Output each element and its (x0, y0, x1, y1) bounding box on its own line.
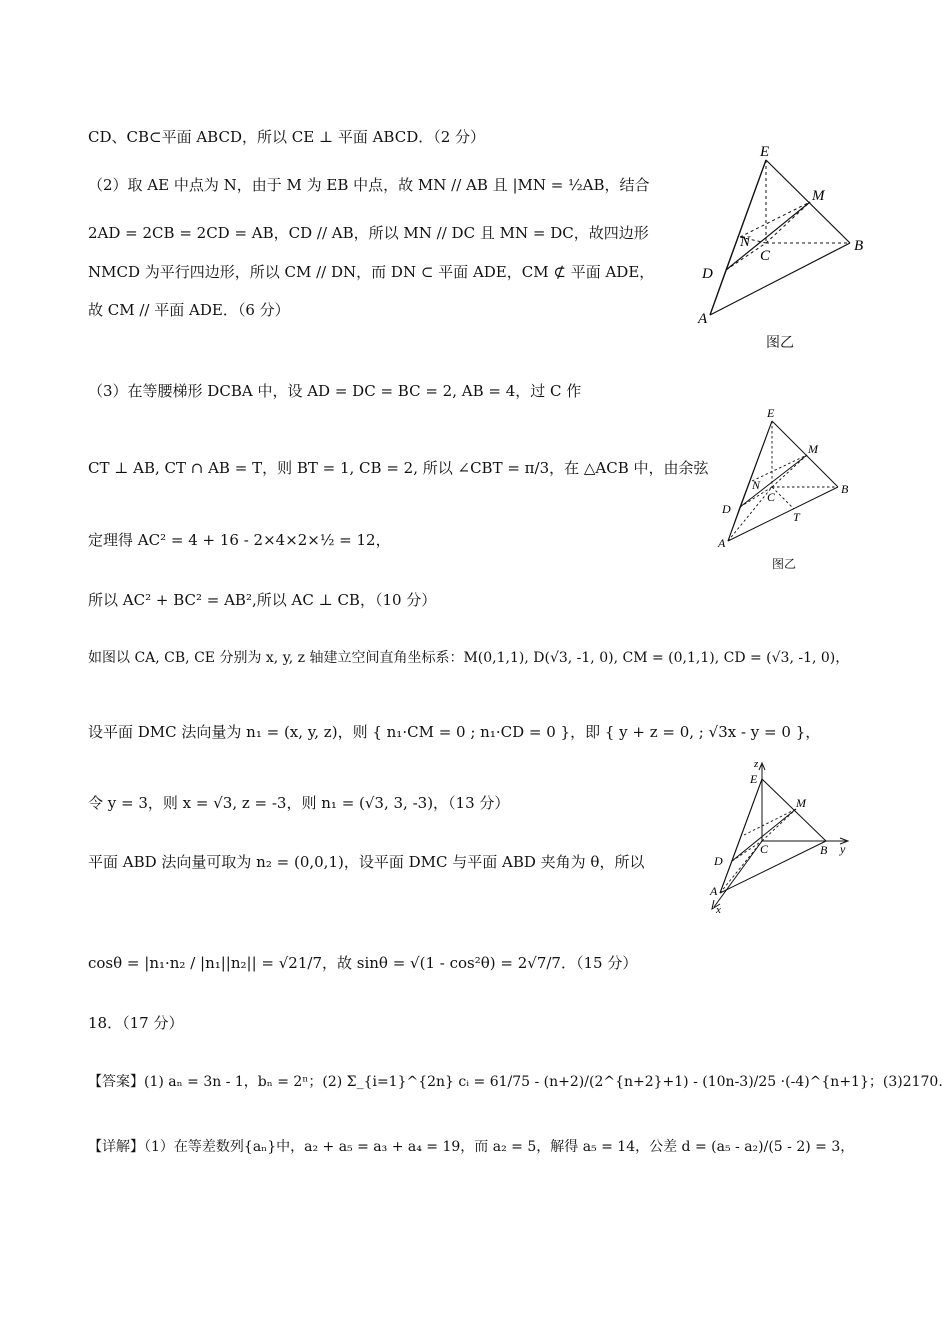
line-12: 令 y = 3，则 x = √3, z = -3，则 n₁ = (√3, 3, -3)，（13 分） (88, 794, 510, 812)
fig3-label-c: C (760, 842, 769, 856)
fig2-label-a: A (718, 536, 726, 550)
fig1-label-a: A (698, 311, 708, 327)
line-13: 平面 ABD 法向量可取为 n₂ = (0,0,1)，设平面 DMC 与平面 ABD 夹角为 θ，所以 (88, 853, 645, 871)
line-2: （2）取 AE 中点为 N，由于 M 为 EB 中点，故 MN // AB 且 |MN = ½AB，结合 (88, 176, 650, 194)
fig3-label-b: B (820, 843, 828, 857)
figure-1 (690, 140, 880, 355)
figure-1-caption: 图乙 (766, 335, 794, 351)
fig3-label-z: z (754, 758, 759, 770)
fig3-label-d: D (714, 854, 723, 868)
figure-3-diagram (706, 757, 856, 917)
line-11: 设平面 DMC 法向量为 n₁ = (x, y, z)，则 { n₁·CM = 0 ; n₁·CD = 0 }，即 { y + z = 0, ; √3x - y = 0 }， (88, 723, 821, 741)
fig3-label-x: x (716, 904, 721, 916)
fig1-label-b: B (854, 238, 864, 254)
fig2-label-n: N (752, 478, 761, 492)
line-17: 【详解】（1）在等差数列{aₙ}中，a₂ + a₅ = a₃ + a₄ = 19，而 a₂ = 5，解得 a₅ = 14，公差 d = (a₅ - a₂)/(5 - 2) = 3， (88, 1139, 855, 1155)
line-15: 18．（17 分） (88, 1014, 184, 1032)
fig2-label-d: D (722, 502, 731, 516)
fig3-label-e: E (750, 772, 758, 786)
line-6: （3）在等腰梯形 DCBA 中，设 AD = DC = BC = 2, AB = 4，过 C 作 (88, 382, 582, 400)
fig1-label-d: D (702, 266, 713, 282)
figure-2-diagram (712, 405, 862, 555)
fig2-label-e: E (767, 406, 775, 420)
fig1-label-e: E (760, 144, 770, 160)
fig1-label-n: N (740, 234, 751, 250)
line-4: NMCD 为平行四边形，所以 CM // DN，而 DN ⊂ 平面 ADE，CM ⊄ 平面 ADE， (88, 263, 655, 281)
line-8: 定理得 AC² = 4 + 16 - 2×4×2×½ = 12， (88, 531, 391, 549)
fig1-label-c: C (760, 248, 771, 264)
figure-2-caption: 图乙 (772, 557, 797, 571)
line-10: 如图以 CA, CB, CE 分别为 x, y, z 轴建立空间直角坐标系：M(0,1,1), D(√3, -1, 0), CM = (0,1,1), CD = (√3, -1, 0)， (88, 650, 850, 666)
figure-3 (706, 757, 856, 917)
figure-2 (712, 405, 862, 575)
line-7: CT ⊥ AB, CT ∩ AB = T，则 BT = 1, CB = 2, 所以 ∠CBT = π/3，在 △ACB 中，由余弦 (88, 459, 709, 477)
fig2-label-m: M (808, 442, 818, 456)
fig2-label-c: C (767, 490, 776, 504)
line-5: 故 CM // 平面 ADE．（6 分） (88, 301, 290, 319)
figure-1-diagram (690, 140, 880, 355)
line-14: cosθ = |n₁·n₂ / |n₁||n₂|| = √21/7，故 sinθ = √(1 - cos²θ) = 2√7/7．（15 分） (88, 954, 638, 972)
line-1: CD、CB⊂平面 ABCD，所以 CE ⊥ 平面 ABCD．（2 分） (88, 128, 486, 146)
fig3-label-m: M (796, 796, 806, 810)
fig2-label-b: B (841, 482, 849, 496)
line-3: 2AD = 2CB = 2CD = AB，CD // AB，所以 MN // DC 且 MN = DC，故四边形 (88, 224, 649, 242)
fig1-label-m: M (812, 188, 825, 204)
line-9: 所以 AC² + BC² = AB²,所以 AC ⊥ CB，（10 分） (88, 591, 437, 609)
fig3-label-y: y (840, 842, 846, 856)
fig3-label-a: A (710, 884, 718, 898)
fig2-label-t: T (793, 510, 800, 524)
line-16: 【答案】(1) aₙ = 3n - 1，bₙ = 2ⁿ；(2) Σ_{i=1}^{2n} cᵢ = 61/75 - (n+2)/(2^{n+2}+1) - (10n-3)/25 ·(-4)^{n+1}；(3)2170. (88, 1074, 943, 1090)
